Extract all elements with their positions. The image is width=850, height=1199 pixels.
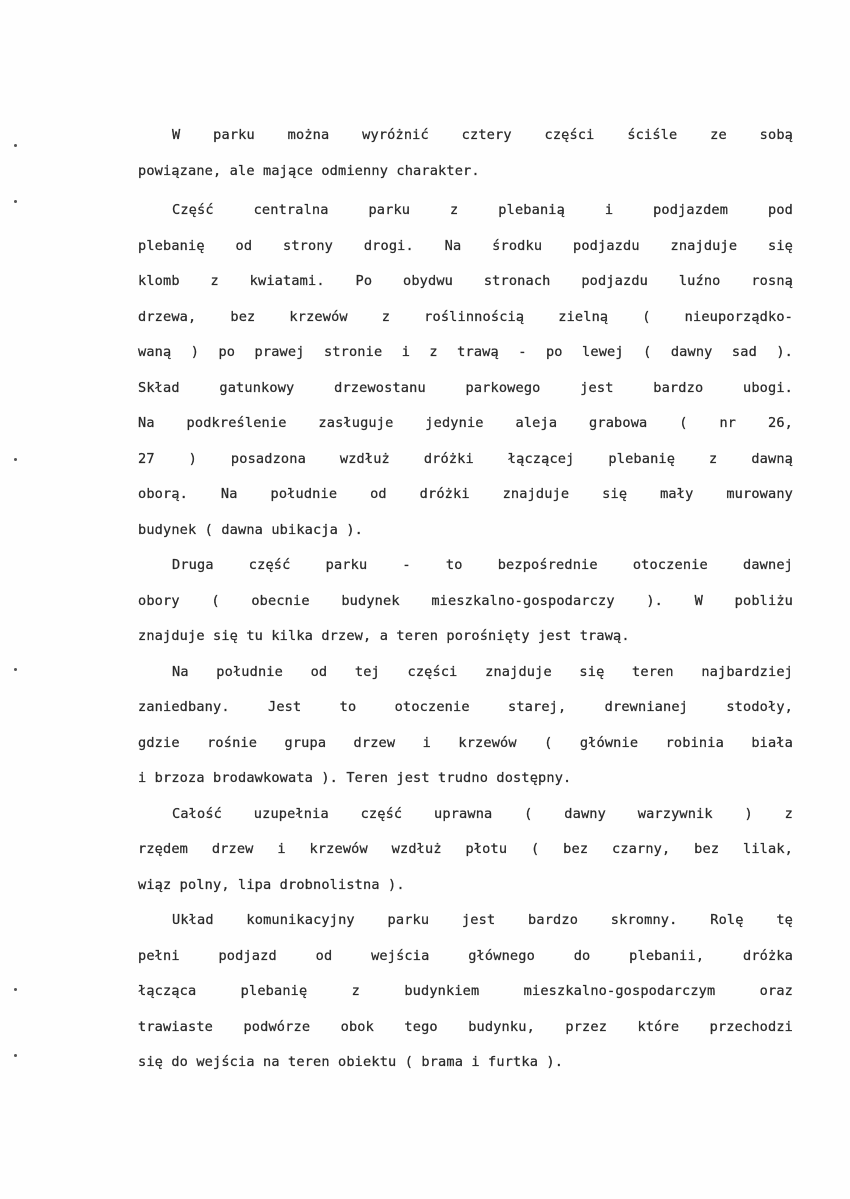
text-line: Część centralna parku z plebanią i podjazdem pod — [172, 202, 793, 218]
paragraph — [138, 193, 793, 548]
text-line: obory ( obecnie budynek mieszkalno-gospodarczy ). W pobliżu — [138, 592, 793, 609]
text-line: rzędem drzew i krzewów wzdłuż płotu ( bez czarny, bez lilak, — [138, 841, 793, 857]
document-body — [138, 118, 793, 1081]
text-line: Na podkreślenie zasługuje jedynie aleja grabowa ( nr 26, — [138, 415, 793, 431]
text-line: Na południe od tej części znajduje się teren najbardziej — [172, 663, 793, 680]
text-line: budynek ( dawna ubikacja ). — [138, 521, 364, 538]
paragraph — [138, 903, 793, 1081]
text-line: drzewa, bez krzewów z roślinnością zielną ( nieuporządko- — [138, 308, 793, 325]
text-line: plebanię od strony drogi. Na środku podjazdu znajduje się — [138, 237, 793, 254]
margin-mark — [14, 458, 17, 461]
text-line: klomb z kwiatami. Po obydwu stronach podjazdu luźno rosną — [138, 273, 793, 289]
paragraph — [138, 548, 793, 655]
margin-mark — [14, 668, 17, 671]
text-line: Całość uzupełnia część uprawna ( dawny warzywnik ) z — [172, 805, 793, 822]
text-line: znajduje się tu kilka drzew, a teren porośnięty jest trawą. — [138, 628, 630, 644]
text-line: waną ) po prawej stronie i z trawą - po lewej ( dawny sad ). — [138, 344, 793, 360]
text-line: W parku można wyróżnić cztery części ściśle ze sobą — [172, 127, 793, 143]
paragraph — [138, 655, 793, 797]
paragraph — [138, 797, 793, 904]
text-line: i brzoza brodawkowata ). Teren jest trudno dostępny. — [138, 770, 572, 786]
text-line: Układ komunikacyjny parku jest bardzo skromny. Rolę tę — [172, 912, 793, 928]
text-line: oborą. Na południe od dróżki znajduje się mały murowany — [138, 486, 793, 502]
text-line: gdzie rośnie grupa drzew i krzewów ( głównie robinia biała — [138, 734, 793, 751]
paragraph — [138, 118, 793, 189]
text-line: Skład gatunkowy drzewostanu parkowego jest bardzo ubogi. — [138, 379, 793, 396]
margin-mark — [14, 144, 17, 147]
text-line: wiąz polny, lipa drobnolistna ). — [138, 876, 405, 893]
text-line: łącząca plebanię z budynkiem mieszkalno-gospodarczym oraz — [138, 983, 793, 999]
text-line: pełni podjazd od wejścia głównego do plebanii, dróżka — [138, 947, 793, 964]
text-line: 27 ) posadzona wzdłuż dróżki łączącej plebanię z dawną — [138, 450, 793, 467]
text-line: zaniedbany. Jest to otoczenie starej, drewnianej stodoły, — [138, 699, 793, 715]
text-line: Druga część parku - to bezpośrednie otoczenie dawnej — [172, 557, 793, 573]
text-line: powiązane, ale mające odmienny charakter. — [138, 162, 480, 179]
text-line: trawiaste podwórze obok tego budynku, przez które przechodzi — [138, 1018, 793, 1035]
margin-mark — [14, 988, 17, 991]
text-line: się do wejścia na teren obiektu ( brama i furtka ). — [138, 1054, 564, 1070]
margin-mark — [14, 200, 17, 203]
margin-mark — [14, 1054, 17, 1057]
